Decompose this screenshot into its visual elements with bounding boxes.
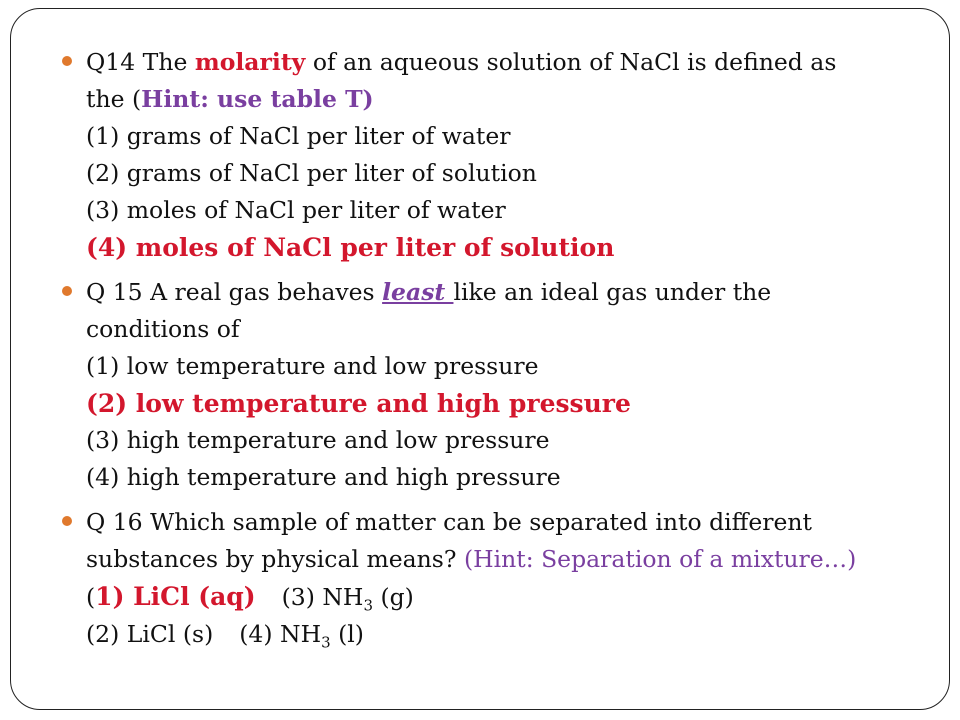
question-15 [62,274,922,496]
q14-stem-line-1 [86,44,922,81]
bullet-icon [62,516,72,526]
q14-rest: of an aqueous solution of NaCl is defined as [305,48,837,76]
q16-open-paren: ( [86,583,96,611]
q15-stem-line-1 [86,274,922,311]
q15-prefix: Q 15 A real gas behaves [86,278,383,306]
question-14 [62,44,922,266]
q15-stem-line-2: conditions of [86,315,240,343]
q16-option-3-state: (g) [372,583,414,611]
bullet-icon [62,56,72,66]
q15-keyword: least [382,278,454,306]
question-16 [62,504,922,653]
q16-options-row-2 [86,616,922,653]
q15-answer: (2) low temperature and high pressure [86,389,631,418]
q16-stem-line-2 [86,541,922,578]
q16-option-3-subscript: 3 [363,596,373,615]
q16-option-4-subscript: 3 [321,633,331,652]
q15-rest: like an ideal gas under the [453,278,772,306]
bullet-icon [62,286,72,296]
q14-answer: (4) moles of NaCl per liter of solution [86,233,615,262]
q16-hint: (Hint: Separation of a mixture…) [463,545,857,573]
q16-options-row-1 [86,578,922,616]
q14-stem-line-2 [86,81,922,118]
q14-hint: Hint: use table T) [141,85,374,113]
q14-option-1: (1) grams of NaCl per liter of water [86,122,511,150]
q16-option-4: (4) NH [239,620,322,648]
q16-stem-line-1: Q 16 Which sample of matter can be separated into different [86,508,812,536]
q16-option-3: (3) NH [281,583,364,611]
q14-line2: the ( [86,85,142,113]
q16-answer: 1) LiCl (aq) [95,582,256,611]
q15-option-4: (4) high temperature and high pressure [86,463,561,491]
q14-prefix: Q14 The [86,48,195,76]
q14-option-3: (3) moles of NaCl per liter of water [86,196,506,224]
q16-option-2: (2) LiCl (s) [86,620,214,648]
q16-option-4-state: (l) [330,620,364,648]
q14-option-2: (2) grams of NaCl per liter of solution [86,159,537,187]
slide-content [62,44,922,661]
q15-option-3: (3) high temperature and low pressure [86,426,550,454]
q16-line2: substances by physical means? [86,545,464,573]
q14-keyword: molarity [194,48,306,76]
q15-option-1: (1) low temperature and low pressure [86,352,539,380]
